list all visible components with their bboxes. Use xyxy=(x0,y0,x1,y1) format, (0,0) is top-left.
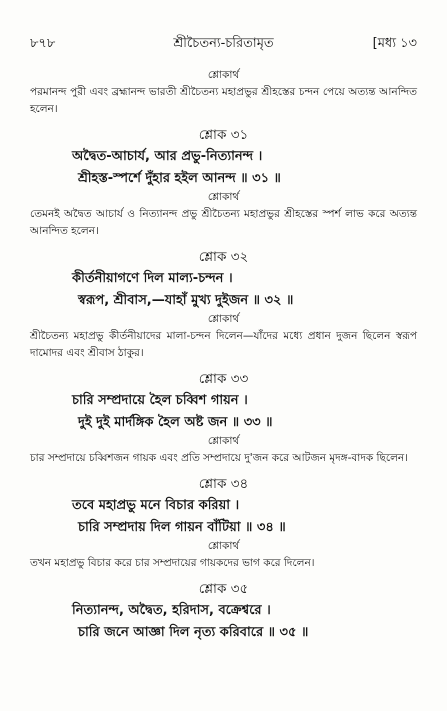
translation-paragraph: চার সম্প্রদায়ে চব্বিশজন গায়ক এবং প্রতি সম্প্রদায়ে দু'জন করে আটজন মৃদঙ্গ-বাদক ছিলেন। xyxy=(30,452,408,464)
verse-line: চারি সম্প্রদায় দিল গায়ন বাঁটিয়া ॥ ৩৪ ॥ xyxy=(78,520,286,535)
verse-line: শ্রীহস্ত-স্পর্শে দুঁহার হইল আনন্দ ॥ ৩১ ॥ xyxy=(78,171,281,186)
verse-line: দুই দুই মার্দঙ্গিক হৈল অষ্ট জন ॥ ৩৩ ॥ xyxy=(78,415,273,430)
verse-line: চারি জনে আজ্ঞা দিল নৃত্য করিবারে ॥ ৩৫ ॥ xyxy=(78,625,309,640)
verse-number: শ্লোক ৩২ xyxy=(198,249,249,265)
page-number: ৮৭৮ xyxy=(30,36,56,51)
page-header xyxy=(30,34,417,52)
translation-label: শ্লোকার্থ xyxy=(207,540,240,552)
verse-line: তবে মহাপ্রভু মনে বিচার করিয়া । xyxy=(72,498,240,513)
page-body xyxy=(30,68,417,644)
verse-line: অদ্বৈত-আচার্য, আর প্রভু-নিত্যানন্দ । xyxy=(72,149,263,164)
verse-number: শ্লোক ৩৫ xyxy=(198,581,249,597)
running-title: শ্রীচৈতন্য-চরিতামৃত xyxy=(173,36,274,51)
verse-number: শ্লোক ৩৪ xyxy=(198,476,249,492)
verse-line: নিত্যানন্দ, অদ্বৈত, হরিদাস, বক্রেশ্বরে । xyxy=(72,603,271,618)
verse-line: কীর্তনীয়াগণে দিল মাল্য-চন্দন । xyxy=(72,271,233,286)
verse-line: চারি সম্প্রদায়ে হৈল চব্বিশ গায়ন । xyxy=(72,393,248,408)
translation-label: শ্লোকার্থ xyxy=(207,313,240,325)
translation-paragraph: পরমানন্দ পুরী এবং ব্রহ্মানন্দ ভারতী শ্রীচৈতন্য মহাপ্রভুর শ্রীহস্তের চন্দন পেয়ে অত্যন্ত আনন্দিত হলেন। xyxy=(30,86,417,115)
verse-number: শ্লোক ৩৩ xyxy=(198,371,249,387)
translation-paragraph: তখন মহাপ্রভু বিচার করে চার সম্প্রদায়ের গায়কদের ভাগ করে দিলেন। xyxy=(30,557,315,569)
translation-label: শ্লোকার্থ xyxy=(207,69,240,81)
translation-label: শ্লোকার্থ xyxy=(207,435,240,447)
translation-paragraph: শ্রীচৈতন্য মহাপ্রভু কীর্তনীয়াদের মালা-চন্দন দিলেন—যাঁদের মধ্যে প্রধান দুজন ছিলেন স্বরূপ দামোদর এবং শ্রীবাস ঠাকুর। xyxy=(30,330,417,359)
chapter-marker: [মধ্য ১৩ xyxy=(372,36,417,51)
verse-number: শ্লোক ৩১ xyxy=(198,127,249,143)
verse-line: স্বরূপ, শ্রীবাস,—যাহাঁ মুখ্য দুইজন ॥ ৩২ ॥ xyxy=(78,293,294,308)
translation-paragraph: তেমনই অদ্বৈত আচার্য ও নিত্যানন্দ প্রভু শ্রীচৈতন্য মহাপ্রভুর শ্রীহস্তের স্পর্শ লাভ করে অত্যন্ত আনন্দিত হলেন। xyxy=(30,208,417,237)
translation-label: শ্লোকার্থ xyxy=(207,191,240,203)
